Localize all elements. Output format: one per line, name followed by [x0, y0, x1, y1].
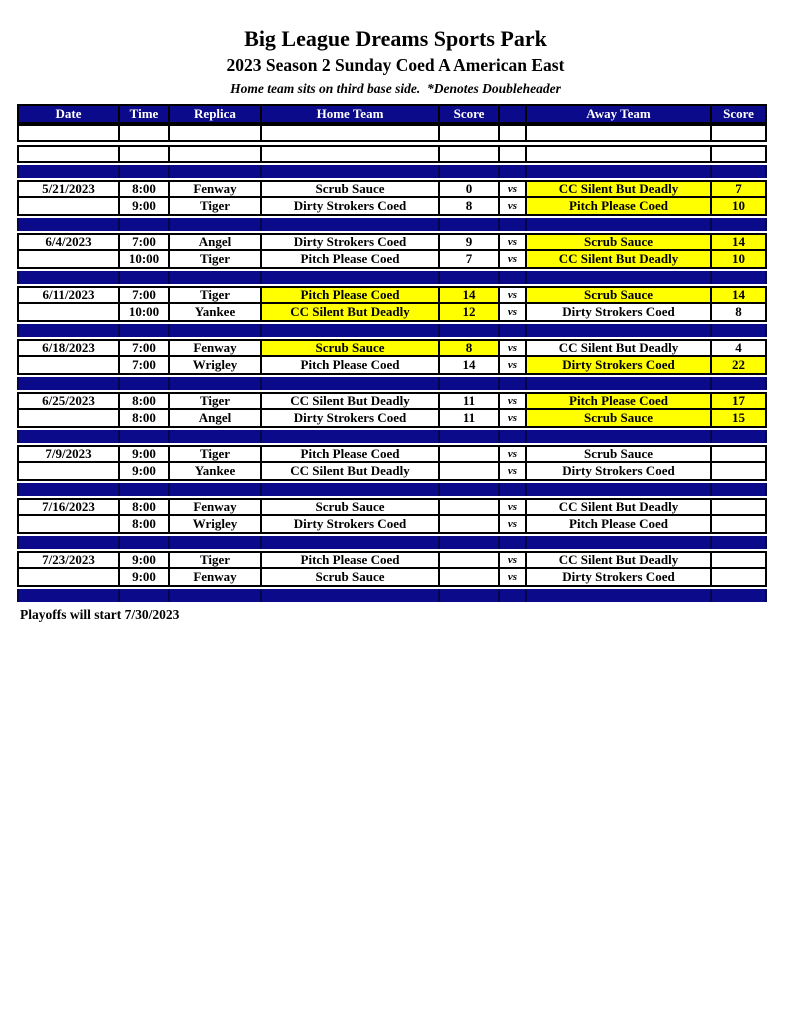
game-row	[17, 233, 767, 251]
game-row	[17, 180, 767, 198]
away-score-cell: 7	[712, 180, 767, 198]
col-header-time: Time	[120, 104, 170, 124]
home-team-cell: CC Silent But Deadly	[262, 463, 440, 481]
date-cell: 6/4/2023	[17, 233, 120, 251]
vs-label: vs	[500, 498, 527, 516]
separator-cell	[17, 536, 120, 549]
replica-cell: Tiger	[170, 198, 262, 216]
time-cell: 9:00	[120, 445, 170, 463]
home-team-cell: Scrub Sauce	[262, 339, 440, 357]
home-team-cell: Scrub Sauce	[262, 498, 440, 516]
date-cell: 6/18/2023	[17, 339, 120, 357]
separator-cell	[527, 536, 712, 549]
game-row	[17, 516, 767, 534]
home-team-cell: Scrub Sauce	[262, 180, 440, 198]
col-header-away-team: Away Team	[527, 104, 712, 124]
away-team-cell: CC Silent But Deadly	[527, 251, 712, 269]
separator-cell	[527, 271, 712, 284]
empty-cell	[500, 145, 527, 163]
separator-cell	[712, 165, 767, 178]
empty-cell	[17, 145, 120, 163]
home-score-cell	[440, 516, 500, 534]
game-row	[17, 339, 767, 357]
time-cell: 8:00	[120, 410, 170, 428]
date-cell: 5/21/2023	[17, 180, 120, 198]
away-score-cell	[712, 498, 767, 516]
separator-cell	[440, 483, 500, 496]
away-team-cell: CC Silent But Deadly	[527, 498, 712, 516]
separator-cell	[17, 589, 120, 602]
separator-cell	[712, 218, 767, 231]
replica-cell: Tiger	[170, 551, 262, 569]
home-team-cell: Dirty Strokers Coed	[262, 198, 440, 216]
empty-cell	[440, 124, 500, 142]
separator-cell	[500, 430, 527, 443]
time-cell: 7:00	[120, 357, 170, 375]
separator-cell	[120, 536, 170, 549]
separator-row	[17, 165, 767, 178]
separator-cell	[500, 536, 527, 549]
col-header-vs	[500, 104, 527, 124]
home-score-cell: 0	[440, 180, 500, 198]
date-cell	[17, 516, 120, 534]
vs-label: vs	[500, 198, 527, 216]
game-pair	[17, 180, 767, 216]
page-note: Home team sits on third base side. *Denotes Doubleheader	[230, 81, 561, 97]
home-score-cell: 11	[440, 410, 500, 428]
empty-cell	[527, 145, 712, 163]
date-cell: 7/23/2023	[17, 551, 120, 569]
separator-cell	[440, 271, 500, 284]
separator-cell	[170, 377, 262, 390]
away-team-cell: Dirty Strokers Coed	[527, 357, 712, 375]
separator-row	[17, 536, 767, 549]
separator-cell	[527, 430, 712, 443]
separator-cell	[17, 218, 120, 231]
date-cell	[17, 304, 120, 322]
away-team-cell: Scrub Sauce	[527, 233, 712, 251]
empty-cell	[712, 124, 767, 142]
separator-cell	[120, 377, 170, 390]
away-score-cell: 17	[712, 392, 767, 410]
date-cell	[17, 569, 120, 587]
page-subtitle: 2023 Season 2 Sunday Coed A American East	[226, 55, 565, 76]
separator-cell	[527, 483, 712, 496]
home-team-cell: Pitch Please Coed	[262, 251, 440, 269]
separator-row	[17, 430, 767, 443]
separator-cell	[712, 589, 767, 602]
time-cell: 8:00	[120, 516, 170, 534]
game-row	[17, 445, 767, 463]
time-cell: 7:00	[120, 286, 170, 304]
replica-cell: Wrigley	[170, 357, 262, 375]
separator-cell	[120, 218, 170, 231]
time-cell: 10:00	[120, 251, 170, 269]
col-header-away-score: Score	[712, 104, 767, 124]
schedule-table	[17, 104, 767, 602]
away-team-cell: CC Silent But Deadly	[527, 339, 712, 357]
separator-cell	[527, 165, 712, 178]
time-cell: 7:00	[120, 233, 170, 251]
vs-label: vs	[500, 286, 527, 304]
vs-label: vs	[500, 304, 527, 322]
separator-cell	[17, 430, 120, 443]
separator-cell	[712, 377, 767, 390]
separator-cell	[440, 536, 500, 549]
home-team-cell: CC Silent But Deadly	[262, 392, 440, 410]
home-score-cell: 8	[440, 339, 500, 357]
home-team-cell: Pitch Please Coed	[262, 286, 440, 304]
separator-cell	[262, 430, 440, 443]
vs-label: vs	[500, 339, 527, 357]
empty-cell	[500, 124, 527, 142]
separator-cell	[527, 377, 712, 390]
empty-cell	[120, 124, 170, 142]
time-cell: 9:00	[120, 551, 170, 569]
separator-cell	[170, 165, 262, 178]
date-cell: 6/25/2023	[17, 392, 120, 410]
separator-cell	[500, 165, 527, 178]
separator-cell	[120, 589, 170, 602]
away-team-cell: Dirty Strokers Coed	[527, 463, 712, 481]
away-score-cell: 10	[712, 198, 767, 216]
empty-cell	[170, 124, 262, 142]
separator-cell	[712, 483, 767, 496]
separator-cell	[262, 218, 440, 231]
playoffs-note: Playoffs will start 7/30/2023	[20, 607, 180, 623]
home-team-cell: Dirty Strokers Coed	[262, 410, 440, 428]
away-team-cell: Dirty Strokers Coed	[527, 304, 712, 322]
game-row	[17, 251, 767, 269]
home-team-cell: CC Silent But Deadly	[262, 304, 440, 322]
replica-cell: Fenway	[170, 339, 262, 357]
time-cell: 9:00	[120, 569, 170, 587]
game-row	[17, 551, 767, 569]
away-team-cell: Scrub Sauce	[527, 286, 712, 304]
time-cell: 9:00	[120, 463, 170, 481]
separator-cell	[170, 430, 262, 443]
separator-cell	[440, 430, 500, 443]
col-header-home-score: Score	[440, 104, 500, 124]
vs-label: vs	[500, 516, 527, 534]
vs-label: vs	[500, 463, 527, 481]
away-score-cell	[712, 445, 767, 463]
away-score-cell	[712, 516, 767, 534]
separator-cell	[120, 430, 170, 443]
separator-cell	[17, 271, 120, 284]
game-row	[17, 410, 767, 428]
separator-row	[17, 271, 767, 284]
replica-cell: Yankee	[170, 304, 262, 322]
replica-cell: Tiger	[170, 251, 262, 269]
separator-row	[17, 377, 767, 390]
replica-cell: Yankee	[170, 463, 262, 481]
vs-label: vs	[500, 357, 527, 375]
home-team-cell: Dirty Strokers Coed	[262, 233, 440, 251]
separator-cell	[120, 483, 170, 496]
col-header-home-team: Home Team	[262, 104, 440, 124]
replica-cell: Wrigley	[170, 516, 262, 534]
away-score-cell	[712, 551, 767, 569]
home-score-cell	[440, 551, 500, 569]
game-pair	[17, 498, 767, 534]
empty-cell	[17, 124, 120, 142]
separator-cell	[120, 271, 170, 284]
separator-cell	[712, 536, 767, 549]
separator-cell	[120, 324, 170, 337]
replica-cell: Fenway	[170, 569, 262, 587]
replica-cell: Tiger	[170, 392, 262, 410]
vs-label: vs	[500, 551, 527, 569]
col-header-replica: Replica	[170, 104, 262, 124]
vs-label: vs	[500, 569, 527, 587]
away-score-cell	[712, 463, 767, 481]
separator-cell	[17, 165, 120, 178]
vs-label: vs	[500, 445, 527, 463]
separator-cell	[170, 536, 262, 549]
vs-label: vs	[500, 410, 527, 428]
home-score-cell: 9	[440, 233, 500, 251]
away-team-cell: Pitch Please Coed	[527, 198, 712, 216]
empty-cell	[120, 145, 170, 163]
separator-cell	[262, 271, 440, 284]
separator-cell	[17, 377, 120, 390]
separator-cell	[170, 589, 262, 602]
home-score-cell: 8	[440, 198, 500, 216]
game-pair	[17, 286, 767, 322]
separator-cell	[262, 483, 440, 496]
empty-cell	[712, 145, 767, 163]
home-team-cell: Pitch Please Coed	[262, 357, 440, 375]
separator-cell	[262, 377, 440, 390]
date-cell	[17, 463, 120, 481]
separator-cell	[500, 483, 527, 496]
separator-cell	[262, 324, 440, 337]
away-team-cell: Pitch Please Coed	[527, 392, 712, 410]
separator-cell	[500, 377, 527, 390]
game-pair	[17, 233, 767, 269]
game-pair	[17, 551, 767, 587]
game-row	[17, 392, 767, 410]
home-score-cell: 12	[440, 304, 500, 322]
time-cell: 10:00	[120, 304, 170, 322]
separator-cell	[17, 324, 120, 337]
separator-cell	[500, 271, 527, 284]
away-team-cell: Scrub Sauce	[527, 445, 712, 463]
game-row	[17, 198, 767, 216]
replica-cell: Angel	[170, 410, 262, 428]
away-score-cell: 8	[712, 304, 767, 322]
empty-cell	[527, 124, 712, 142]
separator-cell	[712, 324, 767, 337]
replica-cell: Tiger	[170, 286, 262, 304]
date-cell	[17, 410, 120, 428]
time-cell: 7:00	[120, 339, 170, 357]
separator-cell	[500, 324, 527, 337]
separator-cell	[440, 218, 500, 231]
separator-cell	[500, 218, 527, 231]
home-team-cell: Dirty Strokers Coed	[262, 516, 440, 534]
home-score-cell	[440, 445, 500, 463]
date-cell: 7/9/2023	[17, 445, 120, 463]
time-cell: 8:00	[120, 498, 170, 516]
separator-row	[17, 483, 767, 496]
date-cell: 7/16/2023	[17, 498, 120, 516]
game-row	[17, 498, 767, 516]
home-team-cell: Pitch Please Coed	[262, 551, 440, 569]
time-cell: 9:00	[120, 198, 170, 216]
away-team-cell: Dirty Strokers Coed	[527, 569, 712, 587]
separator-row	[17, 324, 767, 337]
time-cell: 8:00	[120, 392, 170, 410]
page-header	[0, 0, 791, 97]
game-pair	[17, 339, 767, 375]
vs-label: vs	[500, 251, 527, 269]
vs-label: vs	[500, 233, 527, 251]
date-cell	[17, 251, 120, 269]
date-cell	[17, 198, 120, 216]
vs-label: vs	[500, 180, 527, 198]
separator-cell	[170, 324, 262, 337]
separator-cell	[262, 589, 440, 602]
home-score-cell: 11	[440, 392, 500, 410]
empty-cell	[262, 124, 440, 142]
separator-cell	[440, 165, 500, 178]
separator-cell	[170, 483, 262, 496]
separator-cell	[17, 483, 120, 496]
away-team-cell: Scrub Sauce	[527, 410, 712, 428]
home-team-cell: Pitch Please Coed	[262, 445, 440, 463]
empty-row	[17, 145, 767, 163]
separator-cell	[440, 377, 500, 390]
away-score-cell: 10	[712, 251, 767, 269]
game-row	[17, 286, 767, 304]
game-pair	[17, 445, 767, 481]
home-score-cell: 14	[440, 357, 500, 375]
game-row	[17, 357, 767, 375]
empty-row	[17, 124, 767, 142]
home-score-cell: 14	[440, 286, 500, 304]
separator-cell	[712, 271, 767, 284]
home-score-cell	[440, 463, 500, 481]
away-team-cell: Pitch Please Coed	[527, 516, 712, 534]
separator-cell	[170, 218, 262, 231]
separator-cell	[527, 218, 712, 231]
time-cell: 8:00	[120, 180, 170, 198]
home-score-cell	[440, 498, 500, 516]
away-score-cell: 15	[712, 410, 767, 428]
away-score-cell: 14	[712, 233, 767, 251]
separator-cell	[527, 324, 712, 337]
separator-cell	[500, 589, 527, 602]
separator-cell	[120, 165, 170, 178]
replica-cell: Fenway	[170, 180, 262, 198]
home-score-cell	[440, 569, 500, 587]
date-cell	[17, 357, 120, 375]
col-header-date: Date	[17, 104, 120, 124]
home-score-cell: 7	[440, 251, 500, 269]
away-score-cell: 22	[712, 357, 767, 375]
empty-cell	[262, 145, 440, 163]
separator-cell	[527, 589, 712, 602]
away-score-cell	[712, 569, 767, 587]
separator-row	[17, 589, 767, 602]
home-team-cell: Scrub Sauce	[262, 569, 440, 587]
separator-row	[17, 218, 767, 231]
replica-cell: Angel	[170, 233, 262, 251]
away-team-cell: CC Silent But Deadly	[527, 551, 712, 569]
away-score-cell: 14	[712, 286, 767, 304]
separator-cell	[712, 430, 767, 443]
game-row	[17, 463, 767, 481]
replica-cell: Fenway	[170, 498, 262, 516]
separator-cell	[262, 165, 440, 178]
away-team-cell: CC Silent But Deadly	[527, 180, 712, 198]
date-cell: 6/11/2023	[17, 286, 120, 304]
game-pair	[17, 392, 767, 428]
away-score-cell: 4	[712, 339, 767, 357]
game-row	[17, 304, 767, 322]
vs-label: vs	[500, 392, 527, 410]
separator-cell	[170, 271, 262, 284]
empty-cell	[170, 145, 262, 163]
replica-cell: Tiger	[170, 445, 262, 463]
header-row	[17, 104, 767, 124]
game-row	[17, 569, 767, 587]
page-title: Big League Dreams Sports Park	[244, 26, 547, 51]
separator-cell	[440, 324, 500, 337]
empty-cell	[440, 145, 500, 163]
separator-cell	[440, 589, 500, 602]
separator-cell	[262, 536, 440, 549]
